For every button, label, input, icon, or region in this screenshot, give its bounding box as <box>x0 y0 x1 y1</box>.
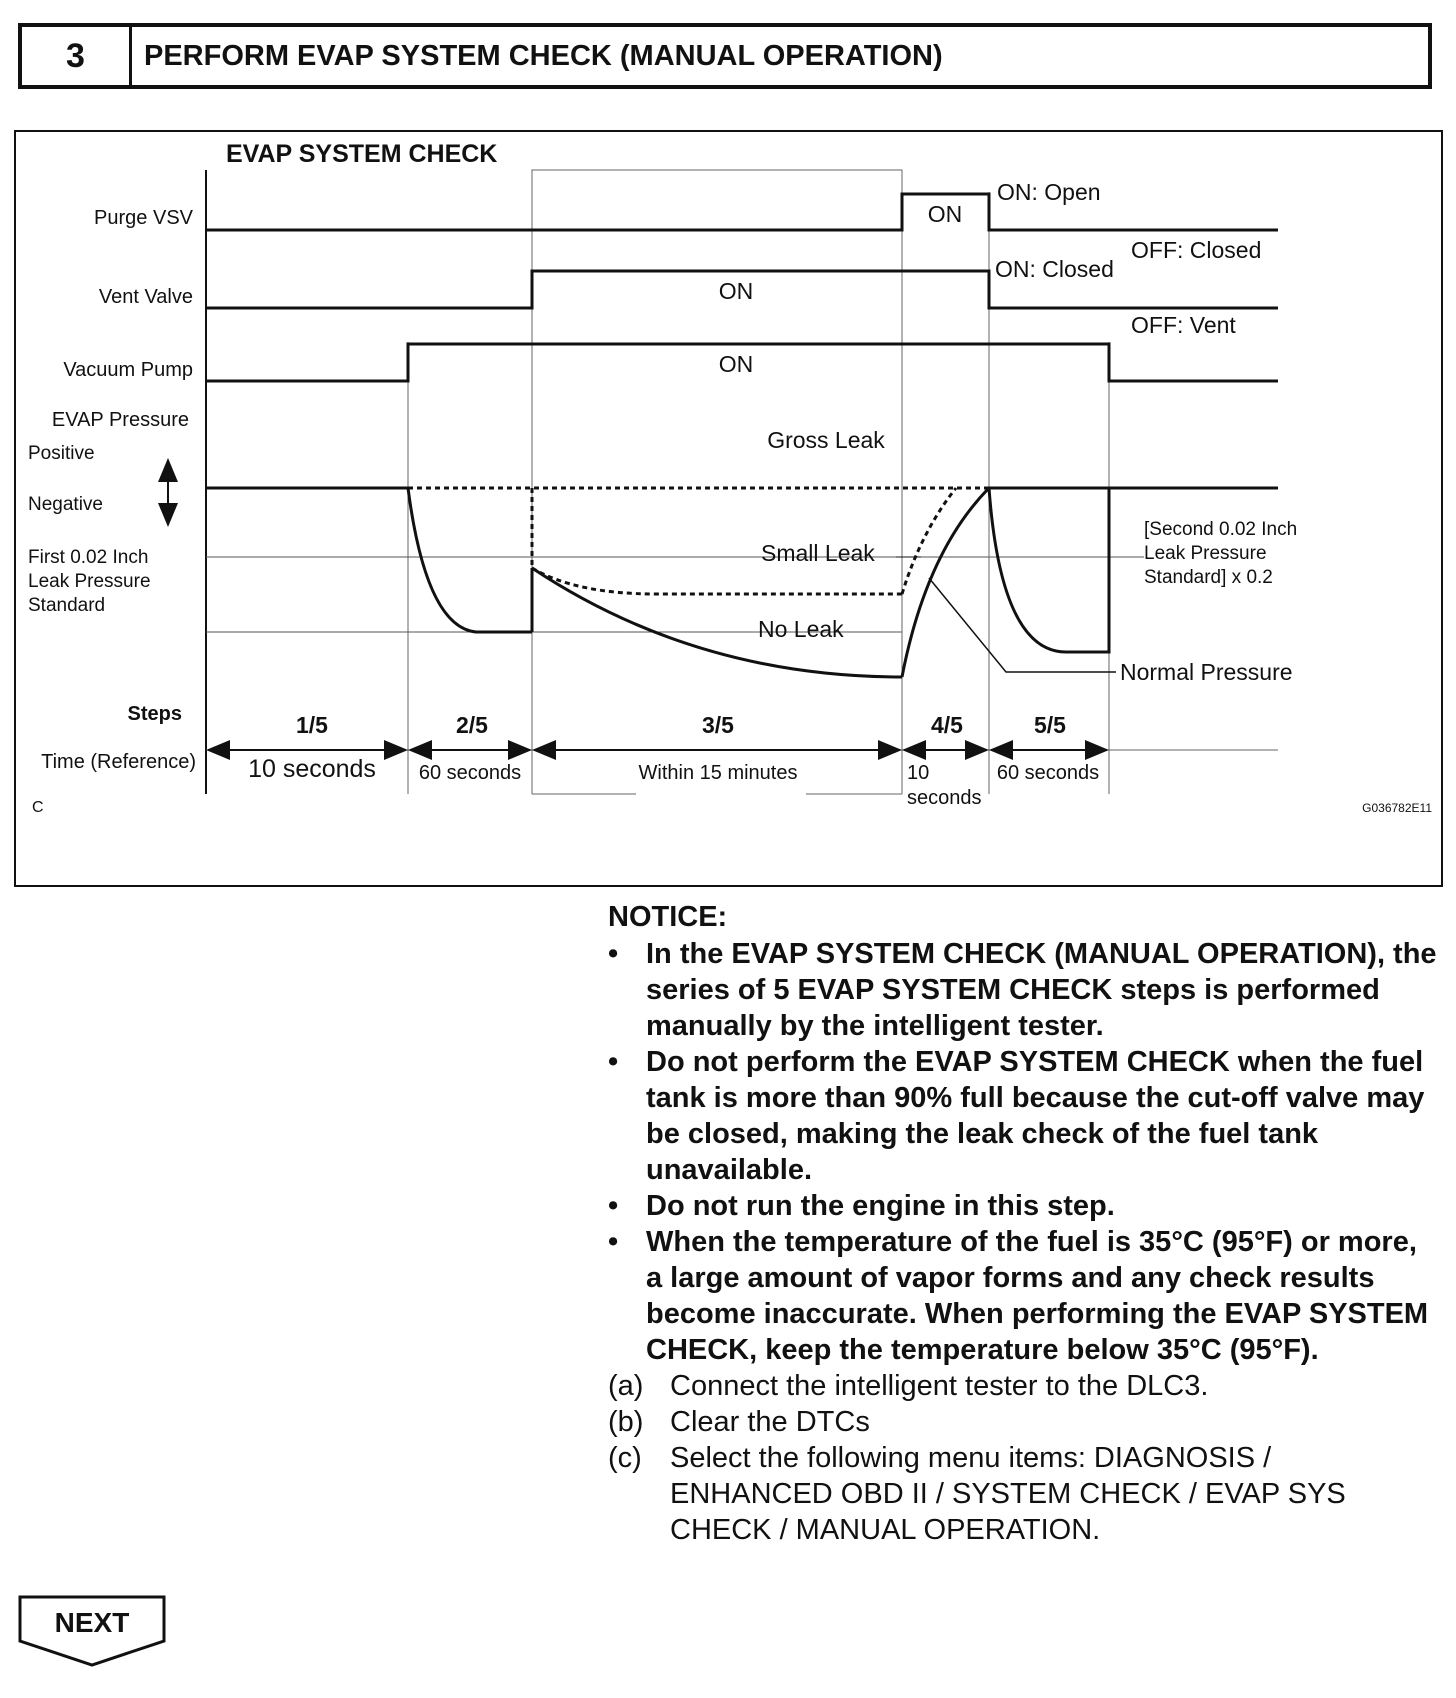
small-leak-label: Small Leak <box>761 540 875 566</box>
positive-label: Positive <box>28 443 95 464</box>
evap-timing-diagram <box>14 130 1443 887</box>
substep-c: (c) Select the following menu items: DIAGNOSIS / ENHANCED OBD II / SYSTEM CHECK / EVAP SYS CHECK / MANUAL OPERATION. <box>608 1442 1346 1546</box>
step-4-time: 10 <box>907 762 930 784</box>
notice-title: NOTICE: <box>608 901 728 933</box>
second-standard-label-3: Standard] x 0.2 <box>1144 567 1273 588</box>
second-standard-label-2: Leak Pressure <box>1144 543 1267 564</box>
diagram-title: EVAP SYSTEM CHECK <box>226 140 498 168</box>
negative-label: Negative <box>28 494 103 515</box>
notice-bullets <box>608 936 1438 1368</box>
notice-bullet: • In the EVAP SYSTEM CHECK (MANUAL OPERATION), the series of 5 EVAP SYSTEM CHECK steps is performed manually by the intelligent tester. <box>608 938 1437 1042</box>
step-1-time: 10 seconds <box>248 755 376 783</box>
on-open-label: ON: Open <box>997 179 1101 205</box>
step-1-label: 1/5 <box>296 712 328 738</box>
gross-leak-label: Gross Leak <box>767 427 885 453</box>
substep-b: (b) Clear the DTCs <box>608 1406 870 1438</box>
vent-on-label: ON <box>718 278 754 304</box>
corner-label: C <box>32 799 44 816</box>
step-4-label: 4/5 <box>931 712 963 738</box>
step-3-label: 3/5 <box>702 712 734 738</box>
procedure-substeps <box>608 1368 1438 1548</box>
purge-vsv-label: Purge VSV <box>94 207 193 229</box>
small-leak-curve <box>532 568 902 594</box>
first-standard-label-1: First 0.02 Inch <box>28 547 149 568</box>
notice-bullet: • When the temperature of the fuel is 35°C (95°F) or more, a large amount of vapor forms and any check results become inaccurate. When performing the EVAP SYSTEM CHECK, keep the temperature below 35°C (95°F). <box>608 1226 1429 1366</box>
next-label: NEXT <box>54 1607 130 1638</box>
second-standard-label-1: [Second 0.02 Inch <box>1144 519 1298 540</box>
step-number: 3 <box>22 27 132 85</box>
step-3-time: Within 15 minutes <box>638 762 798 784</box>
step-title: PERFORM EVAP SYSTEM CHECK (MANUAL OPERATION) <box>144 39 943 72</box>
first-standard-label-3: Standard <box>28 595 106 616</box>
vent-valve-label: Vent Valve <box>98 286 193 308</box>
purge-vsv-signal <box>206 194 1278 230</box>
second-pulldown-curve <box>989 488 1109 652</box>
timing-chart <box>16 132 1441 885</box>
evap-pressure-label: EVAP Pressure <box>51 409 189 431</box>
step-2-time: 60 seconds <box>418 762 522 784</box>
figure-code: G036782E11 <box>1362 801 1432 815</box>
pressure-pulldown-curve <box>408 488 532 632</box>
no-leak-curve <box>532 568 902 677</box>
time-reference-label: Time (Reference) <box>41 751 196 773</box>
off-closed-label: OFF: Closed <box>1131 237 1262 263</box>
notice-bullet: • Do not run the engine in this step. <box>608 1190 1115 1222</box>
step-2-label: 2/5 <box>456 712 488 738</box>
step-header <box>18 23 1432 89</box>
no-leak-label: No Leak <box>758 616 844 642</box>
on-closed-label: ON: Closed <box>995 256 1114 282</box>
substep-a: (a) Connect the intelligent tester to the DLC3. <box>608 1370 1209 1402</box>
normal-pressure-label: Normal Pressure <box>1120 659 1293 685</box>
step-5-label: 5/5 <box>1034 712 1066 738</box>
notice-bullet: • Do not perform the EVAP SYSTEM CHECK when the fuel tank is more than 90% full because the cut-off valve may be closed, making the leak check of the fuel tank unavailable. <box>608 1046 1425 1186</box>
first-standard-label-2: Leak Pressure <box>28 571 151 592</box>
off-vent-label: OFF: Vent <box>1131 312 1236 338</box>
pump-on-label: ON <box>718 351 754 377</box>
vacuum-pump-label: Vacuum Pump <box>63 359 193 381</box>
steps-label: Steps <box>127 703 182 725</box>
vent-rise-curve <box>902 488 989 677</box>
step-5-time: 60 seconds <box>996 762 1100 784</box>
notice-section <box>608 898 1438 1548</box>
purge-on-label: ON <box>927 201 963 227</box>
next-button[interactable] <box>18 1595 166 1667</box>
step-4-time-2: seconds <box>907 787 982 809</box>
